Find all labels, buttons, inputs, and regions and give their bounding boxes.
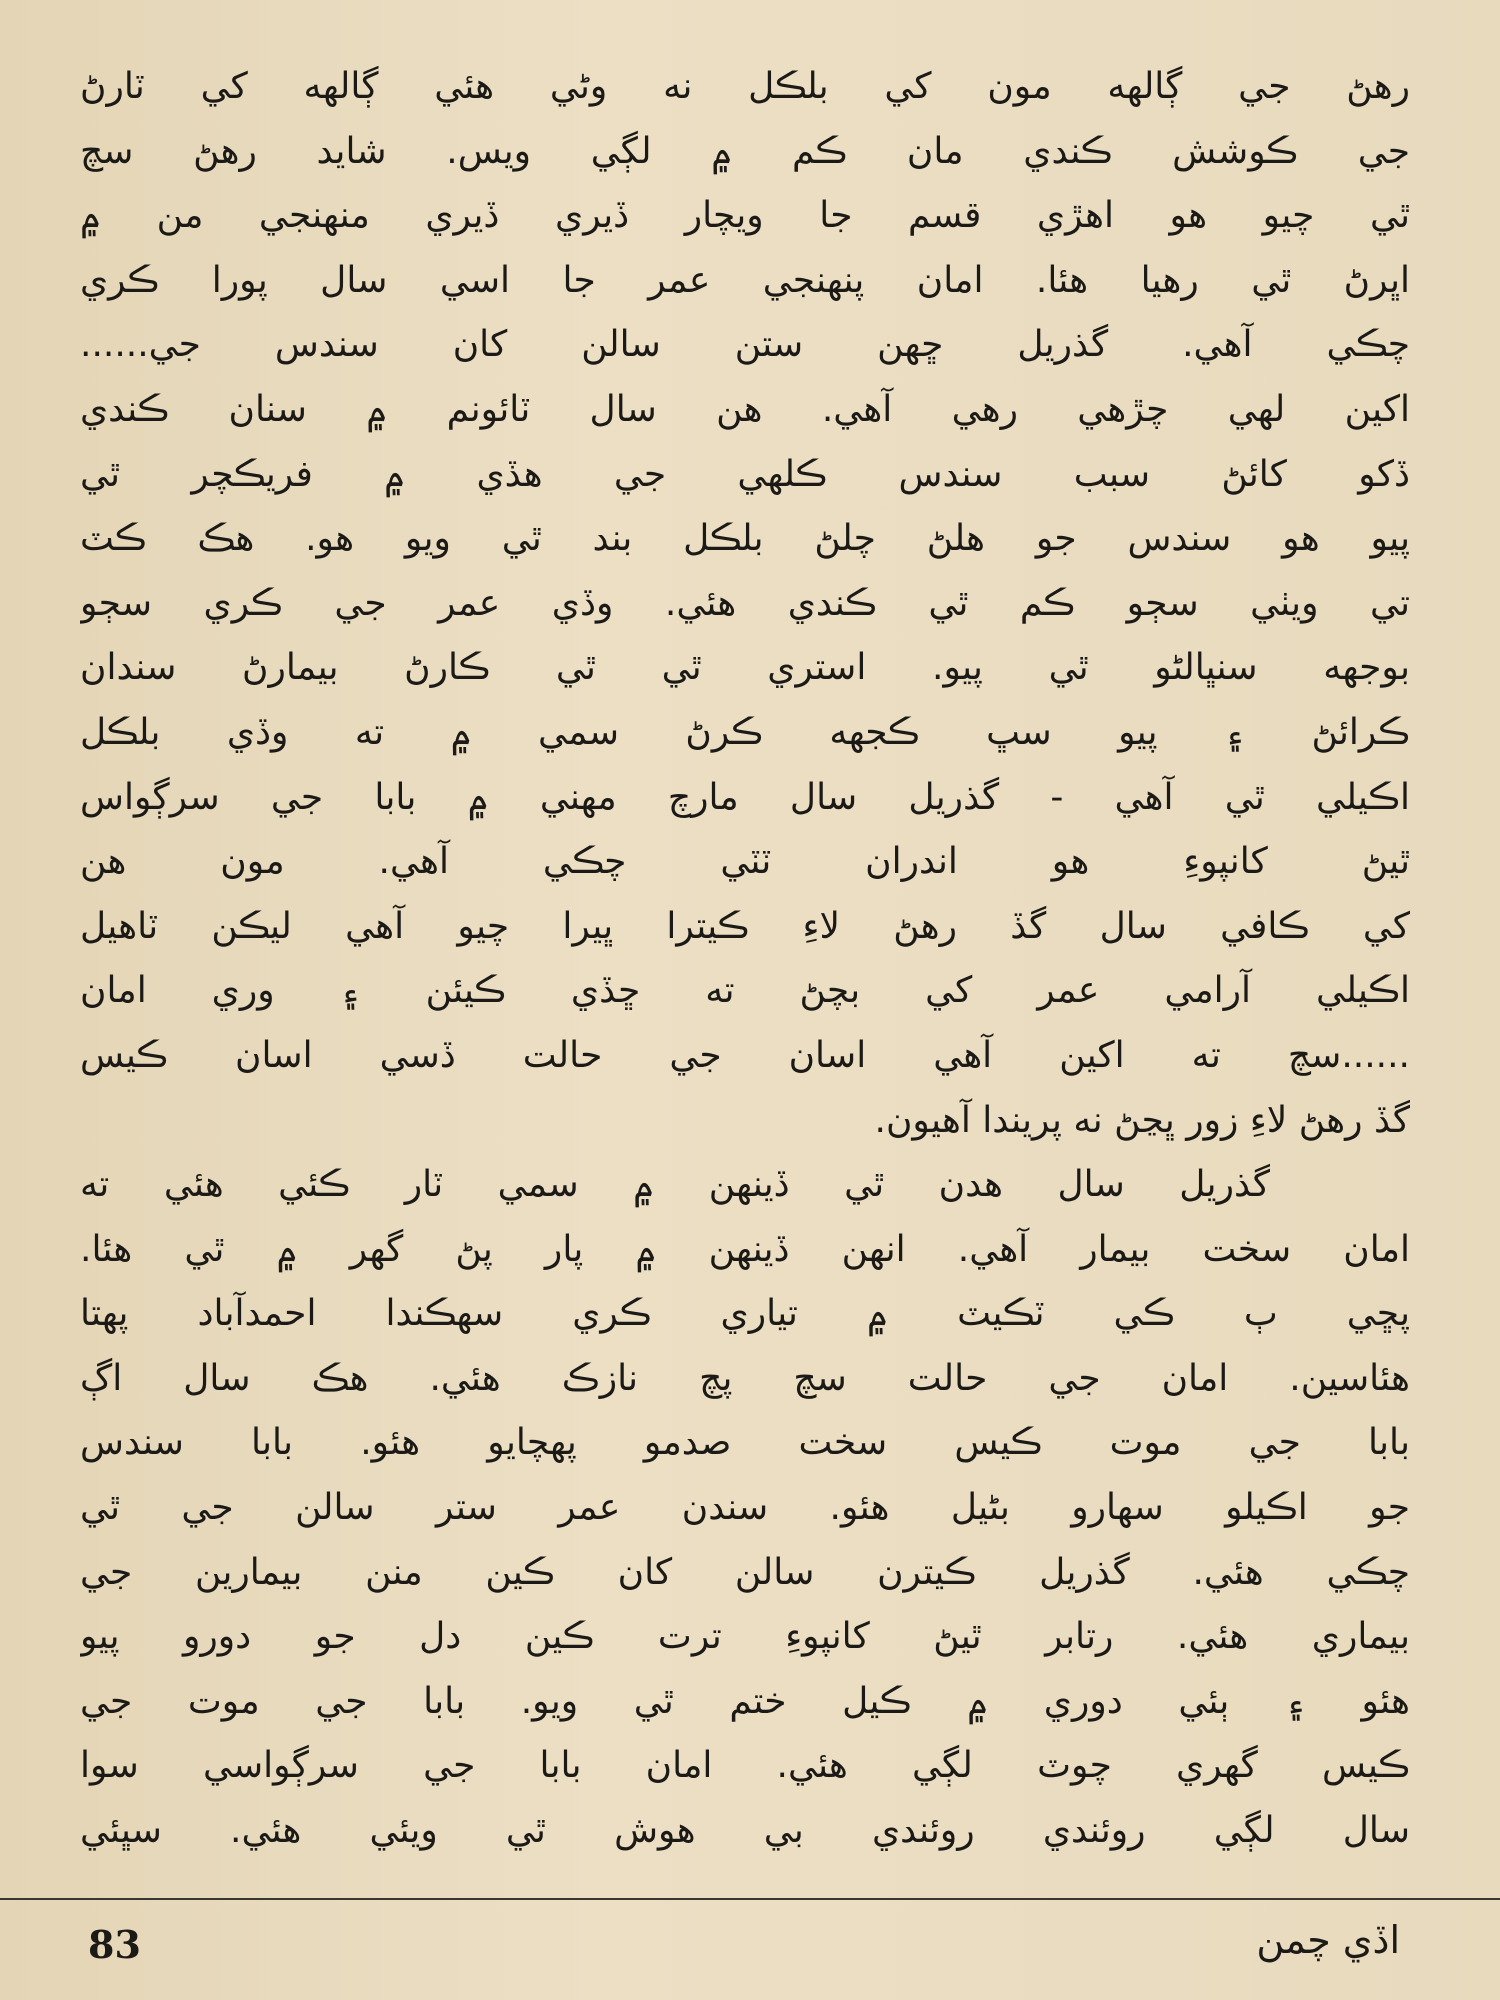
text-line: سال لڳي روئندي روئندي بي هوش ٿي ويئي هئي. سڀئي bbox=[80, 1810, 1410, 1852]
text-line: اڀرڻ ٿي رهيا هئا. امان پنهنجي عمر جا اسي سال پورا ڪري bbox=[80, 259, 1410, 301]
text-line: ٿي چيو هو اهڙي قسم جا ويچار ڏيري ڏيري منهنجي من ۾ bbox=[80, 195, 1410, 237]
text-line: ڪرائڻ ۽ پيو سڀ ڪجهه ڪرڻ سمي ۾ ته وڏي بلڪل bbox=[80, 711, 1410, 753]
text-line: اکين لهي چڙهي رهي آهي. هن سال ٽائونم ۾ سنان ڪندي bbox=[80, 388, 1410, 430]
text-line: جو اڪيلو سهارو بڻيل هئو. سندن عمر ستر سالن جي ٿي bbox=[80, 1487, 1410, 1529]
text-line: اڪيلي آرامي عمر کي بچڻ ته ڇڏي ڪيئن ۽ وري امان bbox=[80, 970, 1410, 1012]
text-line: رهڻ جي ڳالهه مون کي بلڪل نه وڻي هئي ڳالهه کي ٽارڻ bbox=[80, 66, 1410, 107]
paragraph-1 bbox=[80, 55, 1410, 1153]
text-line: بابا جي موت ڪيس سخت صدمو پهچايو هئو. بابا سندس bbox=[80, 1422, 1410, 1464]
text-line: امان سخت بيمار آهي. انهن ڏينهن ۾ پار پڻ گهر ۾ ٿي هئا. bbox=[80, 1228, 1410, 1270]
text-line: کي ڪافي سال گڏ رهڻ لاءِ ڪيترا ڀيرا چيو آهي ليڪن ٽاهيل bbox=[80, 905, 1410, 947]
text-line: پيو هو سندس جو هلڻ چلڻ بلڪل بند ٿي ويو هو. هڪ ڪٽ bbox=[80, 518, 1410, 560]
text-line: ٿيڻ کانپوءِ هو اندران ٽٽي چڪي آهي. مون هن bbox=[80, 841, 1410, 883]
text-line: بوجهه سنڀالڻو ٿي پيو. استري ٿي ٿي ڪارڻ بيمارڻ سندان bbox=[80, 647, 1410, 689]
text-line: پڇي ٻ ڪي ٽڪيٽ ۾ تياري ڪري سهڪندا احمدآباد پهتا bbox=[80, 1293, 1410, 1335]
text-line: هئاسين. امان جي حالت سچ پچ نازڪ هئي. هڪ سال اڳ bbox=[80, 1357, 1410, 1399]
text-line: ......سچ ته اکين آهي اسان جي حالت ڏسي اسان ڪيس bbox=[80, 1034, 1410, 1076]
article-body bbox=[80, 55, 1410, 1864]
text-line: چڪي هئي. گذريل ڪيترن سالن کان ڪين منن بيمارين جي bbox=[80, 1551, 1410, 1593]
text-line: اڪيلي ٿي آهي - گذريل سال مارچ مهني ۾ بابا جي سرڳواس bbox=[80, 776, 1410, 818]
text-line: تي ويٺي سڄو ڪم ٿي ڪندي هئي. وڏي عمر جي ڪري سڄو bbox=[80, 582, 1410, 624]
text-line: گذريل سال هدن ٿي ڏينهن ۾ سمي ٽار ڪئي هئي ته bbox=[80, 1164, 1270, 1206]
magazine-name: اڏي چمن bbox=[1256, 1918, 1400, 1962]
text-line: هئو ۽ ٻئي دوري ۾ ڪيل ختم ٿي ويو. بابا جي موت جي bbox=[80, 1680, 1410, 1722]
footer-divider bbox=[0, 1898, 1500, 1900]
paragraph-2 bbox=[80, 1153, 1410, 1864]
text-line: ڪيس گهري چوٽ لڳي هئي. امان بابا جي سرڳواسي سوا bbox=[80, 1745, 1410, 1787]
page-number: 83 bbox=[88, 1922, 141, 1967]
text-line: چڪي آهي. گذريل ڇهن ستن سالن کان سندس جي...... bbox=[80, 324, 1410, 366]
text-line: ڏکو کائڻ سبب سندس ڪلهي جي هڏي ۾ فريڪچر ٿي bbox=[80, 453, 1410, 495]
text-line: بيماري هئي. رتابر ٿيڻ کانپوءِ ترت ڪين دل جو دورو پيو bbox=[80, 1616, 1410, 1658]
text-line: جي ڪوشش ڪندي مان ڪم ۾ لڳي ويس. شايد رهڻ سچ bbox=[80, 130, 1410, 172]
text-line: گڏ رهڻ لاءِ زور ڀڃڻ نه پريندا آهيون. bbox=[874, 1099, 1410, 1141]
